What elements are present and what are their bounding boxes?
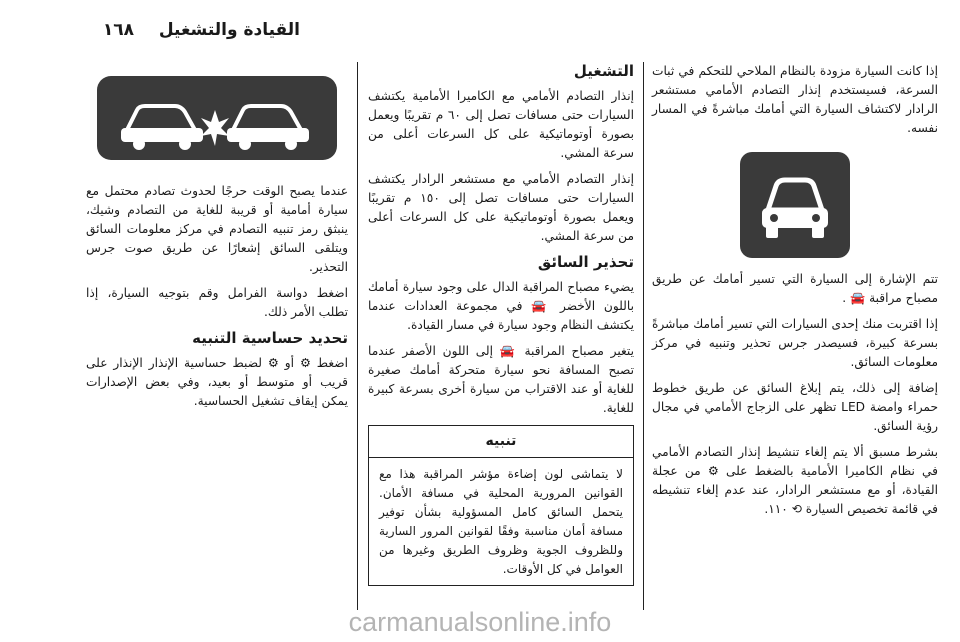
column-left: [86, 62, 348, 418]
paragraph: إضافة إلى ذلك، يتم إبلاغ السائق عن طريق خطوط حمراء وامضة LED تظهر على الزجاج الأمامي في مجال رؤية السائق.: [652, 381, 938, 433]
vehicle-ahead-icon: [740, 152, 850, 258]
section-heading: تحديد حساسية التنبيه: [192, 329, 348, 347]
paragraph: إذا اقتربت منك إحدى السيارات التي تسير أمامك مباشرةً بسرعة كبيرة، فسيصدر جرس تحذير وتنبيه في مركز معلومات السائق.: [652, 317, 938, 369]
page-title: القيادة والتشغيل: [158, 20, 300, 40]
paragraph: إنذار التصادم الأمامي مع مستشعر الرادار يكتشف السيارات حتى مسافات تصل إلى ١٥٠ م تقريبًا ويعمل بصورة أوتوماتيكية على كل السرعات أعلى من سرعة المشي.: [368, 172, 634, 243]
watermark: carmanualsonline.info: [348, 607, 612, 637]
collision-warning-figure: [86, 76, 348, 160]
column-right: [652, 62, 938, 526]
paragraph: اضغط ⚙ أو ⚙ لضبط حساسية الإنذار الإنذار على قريب أو متوسط أو بعيد، وفي بعض الإصدارات يمكن إيقاف تشغيل الحساسية.: [86, 356, 348, 408]
paragraph: عندما يصبح الوقت حرجًا لحدوث تصادم محتمل مع سيارة أمامية أو قريبة للغاية من التصادم وشيك، ينبثق رمز تنبيه التصادم في مركز معلومات السائق ويتلقى السائق إشعارًا عن طريق صوت جرس التحذير.: [86, 184, 348, 274]
column-divider: [643, 62, 644, 610]
notice-box: [368, 425, 634, 586]
page-header: [0, 0, 960, 52]
page-number: ١٦٨: [102, 20, 134, 40]
collision-warning-icon: [97, 76, 337, 160]
notice-title: تنبيه: [369, 426, 633, 458]
paragraph: اضغط دواسة الفرامل وقم بتوجيه السيارة، إذا تطلب الأمر ذلك.: [86, 286, 348, 319]
section-heading: التشغيل: [573, 62, 634, 80]
column-divider: [357, 62, 358, 610]
paragraph: يتغير مصباح المراقبة 🚘 إلى اللون الأصفر عندما تصبح المسافة نحو سيارة متحركة أمامك صغيرة للغاية أو عند الاقتراب من سيارة أخرى بسرعة كبيرة للغاية.: [368, 344, 634, 415]
paragraph: إنذار التصادم الأمامي مع الكاميرا الأمامية يكتشف السيارات حتى مسافات تصل إلى ٦٠ م تقريبًا ويعمل بصورة أوتوماتيكية على كل السرعات أعلى من سرعة المشي.: [368, 89, 634, 160]
paragraph: تتم الإشارة إلى السيارة التي تسير أمامك عن طريق مصباح مراقبة 🚘 .: [652, 272, 938, 305]
paragraph: إذا كانت السيارة مزودة بالنظام الملاحي للتحكم في ثبات السرعة، فسيستخدم إنذار التصادم الأمامي مستشعر الرادار لاكتشاف السيارة التي أمامك مباشرةً في المسار نفسه.: [652, 64, 938, 135]
section-heading: تحذير السائق: [537, 253, 634, 271]
vehicle-ahead-figure: [652, 152, 938, 258]
column-middle: [368, 62, 634, 586]
notice-body: لا يتماشى لون إضاءة مؤشر المراقبة هذا مع القوانين المرورية المحلية في مسافة الأمان. يتحمل السائق كامل المسؤولية بشأن توفير مسافة أمان مناسبة وفقًا لقوانين المرور السارية وللظروف الجوية وظروف الطريق وغيرها من العوامل في كل الأوقات.: [379, 467, 623, 576]
paragraph: بشرط مسبق ألا يتم إلغاء تنشيط إنذار التصادم الأمامي في نظام الكاميرا الأمامية بالضغط على ⚙ من عجلة القيادة، أو مع مستشعر الرادار، عند عدم إلغاء تنشيطه في قائمة تخصيص السيارة ⟲ ١١٠.: [652, 445, 938, 516]
paragraph: يضيء مصباح المراقبة الدال على وجود سيارة أمامك باللون الأخضر 🚘 في مجموعة العدادات عندما يكتشف النظام وجود سيارة في مسار القيادة.: [368, 280, 634, 332]
